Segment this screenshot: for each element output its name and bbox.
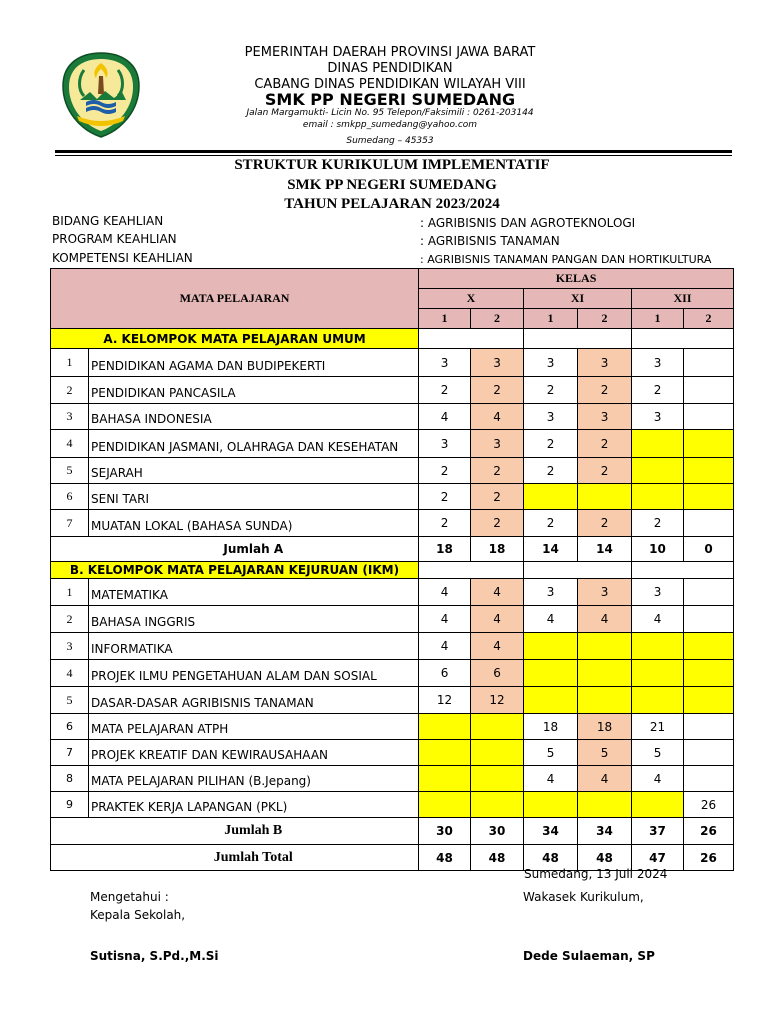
hours-cell (684, 458, 734, 484)
semester-header: 2 (578, 309, 632, 329)
jumlah-total-value: 48 (578, 845, 632, 871)
hours-cell (524, 687, 578, 714)
letterhead-branch: CABANG DINAS PENDIDIKAN WILAYAH VIII (254, 77, 526, 92)
hours-cell (419, 766, 471, 792)
hours-cell (684, 484, 734, 510)
place-date: Sumedang, 13 Juli 2024 (524, 867, 668, 881)
vice-principal-title: Wakasek Kurikulum, (523, 890, 644, 904)
hours-cell: 2 (419, 510, 471, 537)
hours-cell: 3 (524, 579, 578, 606)
semester-header: 1 (632, 309, 684, 329)
row-number: 7 (51, 740, 89, 766)
hours-cell (471, 766, 524, 792)
document-title: STRUKTUR KURIKULUM IMPLEMENTATIF (234, 157, 550, 173)
letterhead-divider-thick (55, 150, 732, 153)
hours-cell (684, 660, 734, 687)
table-row (51, 766, 734, 792)
subject-name: SEJARAH (89, 458, 419, 484)
letterhead-email: email : smkpp_sumedang@yahoo.com (302, 120, 478, 130)
hours-cell: 5 (632, 740, 684, 766)
hours-cell (471, 792, 524, 818)
row-number: 5 (51, 687, 89, 714)
hours-cell: 4 (524, 606, 578, 633)
hours-cell (684, 714, 734, 740)
hours-cell: 2 (578, 430, 632, 458)
jumlah-a-value: 18 (471, 537, 524, 562)
hours-cell (632, 458, 684, 484)
jumlah-b-value: 37 (632, 818, 684, 845)
jumlah-b-value: 26 (684, 818, 734, 845)
hours-cell: 4 (632, 766, 684, 792)
document-subtitle-school: SMK PP NEGERI SUMEDANG (287, 177, 497, 193)
jumlah-a-value: 18 (419, 537, 471, 562)
jumlah-b-row (51, 818, 734, 845)
table-row (51, 740, 734, 766)
bidang-label: BIDANG KEAHLIAN (52, 214, 164, 228)
subject-name: MATEMATIKA (89, 579, 419, 606)
hours-cell: 4 (419, 633, 471, 660)
hours-cell: 4 (419, 606, 471, 633)
subject-name: PRAKTEK KERJA LAPANGAN (PKL) (89, 792, 419, 818)
principal-name: Sutisna, S.Pd.,M.Si (90, 949, 219, 963)
hours-cell (684, 633, 734, 660)
hours-cell: 2 (578, 377, 632, 404)
hours-cell: 2 (419, 377, 471, 404)
hours-cell: 3 (524, 404, 578, 430)
hours-cell (578, 633, 632, 660)
hours-cell: 3 (419, 430, 471, 458)
hours-cell: 4 (524, 766, 578, 792)
table-row (51, 377, 734, 404)
subject-name: BAHASA INGGRIS (89, 606, 419, 633)
hours-cell: 6 (419, 660, 471, 687)
hours-cell: 3 (471, 349, 524, 377)
jumlah-b-value: 30 (419, 818, 471, 845)
table-row (51, 606, 734, 633)
hours-cell: 3 (578, 349, 632, 377)
subject-name: PENDIDIKAN PANCASILA (89, 377, 419, 404)
hours-cell (419, 740, 471, 766)
hours-cell: 3 (632, 404, 684, 430)
jumlah-b-value: 30 (471, 818, 524, 845)
hours-cell (632, 430, 684, 458)
row-number: 4 (51, 430, 89, 458)
row-number: 6 (51, 484, 89, 510)
hours-cell (684, 687, 734, 714)
subject-name: MATA PELAJARAN PILIHAN (B.Jepang) (89, 766, 419, 792)
subject-name: INFORMATIKA (89, 633, 419, 660)
hours-cell: 5 (578, 740, 632, 766)
hours-cell (684, 740, 734, 766)
jumlah-a-label: Jumlah A (89, 537, 419, 562)
hours-cell: 4 (471, 404, 524, 430)
group-a-title: A. KELOMPOK MATA PELAJARAN UMUM (51, 329, 419, 349)
hours-cell: 3 (471, 430, 524, 458)
hours-cell: 4 (632, 606, 684, 633)
kompetensi-value: : AGRIBISNIS TANAMAN PANGAN DAN HORTIKULTURA (420, 253, 712, 266)
hours-cell: 18 (578, 714, 632, 740)
acknowledged-label: Mengetahui : (90, 890, 169, 904)
subject-name: PENDIDIKAN JASMANI, OLAHRAGA DAN KESEHATAN (89, 430, 419, 458)
semester-header: 2 (471, 309, 524, 329)
jumlah-total-value: 48 (524, 845, 578, 871)
hours-cell: 2 (524, 377, 578, 404)
table-row (51, 660, 734, 687)
grade-header-x: X (419, 289, 524, 309)
hours-cell: 2 (419, 484, 471, 510)
hours-cell (632, 687, 684, 714)
row-number: 3 (51, 633, 89, 660)
hours-cell: 2 (471, 377, 524, 404)
hours-cell (524, 633, 578, 660)
hours-cell (684, 510, 734, 537)
jumlah-b-label: Jumlah B (89, 818, 419, 845)
hours-cell (684, 766, 734, 792)
document-subtitle-year: TAHUN PELAJARAN 2023/2024 (284, 196, 500, 212)
letterhead-divider-thin (55, 155, 732, 156)
hours-cell: 4 (578, 766, 632, 792)
semester-header: 2 (684, 309, 734, 329)
row-number: 4 (51, 660, 89, 687)
subject-column-header: MATA PELAJARAN (51, 269, 419, 329)
program-value: : AGRIBISNIS TANAMAN (420, 234, 560, 248)
subject-name: DASAR-DASAR AGRIBISNIS TANAMAN (89, 687, 419, 714)
hours-cell: 3 (578, 579, 632, 606)
table-row (51, 510, 734, 537)
hours-cell (471, 740, 524, 766)
hours-cell (684, 377, 734, 404)
group-a-title-row (51, 329, 734, 349)
hours-cell: 6 (471, 660, 524, 687)
letterhead-address: Jalan Margamukti- Licin No. 95 Telepon/Faksimili : 0261-203144 (246, 108, 534, 118)
hours-cell (578, 792, 632, 818)
jumlah-b-value: 34 (578, 818, 632, 845)
hours-cell: 2 (524, 458, 578, 484)
table-row (51, 579, 734, 606)
hours-cell: 2 (578, 458, 632, 484)
hours-cell: 3 (419, 349, 471, 377)
hours-cell: 21 (632, 714, 684, 740)
hours-cell (684, 579, 734, 606)
curriculum-table (50, 268, 734, 871)
subject-name: BAHASA INDONESIA (89, 404, 419, 430)
subject-name: PROJEK ILMU PENGETAHUAN ALAM DAN SOSIAL (89, 660, 419, 687)
hours-cell: 2 (524, 430, 578, 458)
hours-cell (632, 660, 684, 687)
table-row (51, 484, 734, 510)
row-number: 3 (51, 404, 89, 430)
hours-cell: 2 (471, 510, 524, 537)
table-row (51, 714, 734, 740)
hours-cell: 2 (419, 458, 471, 484)
table-row (51, 792, 734, 818)
west-java-emblem-logo (60, 50, 142, 140)
letterhead-city: Sumedang – 45353 (346, 136, 434, 146)
hours-cell: 26 (684, 792, 734, 818)
hours-cell: 3 (524, 349, 578, 377)
row-number: 7 (51, 510, 89, 537)
group-b-title-row (51, 562, 734, 579)
jumlah-total-value: 47 (632, 845, 684, 871)
letterhead-government: PEMERINTAH DAERAH PROVINSI JAWA BARAT (244, 45, 536, 60)
row-number: 5 (51, 458, 89, 484)
hours-cell (578, 687, 632, 714)
hours-cell (419, 792, 471, 818)
group-b-title: B. KELOMPOK MATA PELAJARAN KEJURUAN (IKM) (51, 562, 419, 579)
kelas-header: KELAS (419, 269, 734, 289)
hours-cell: 4 (471, 633, 524, 660)
hours-cell (524, 660, 578, 687)
hours-cell: 12 (419, 687, 471, 714)
hours-cell (632, 633, 684, 660)
hours-cell (684, 606, 734, 633)
hours-cell (578, 484, 632, 510)
program-label: PROGRAM KEAHLIAN (52, 232, 177, 246)
table-row (51, 430, 734, 458)
table-row (51, 687, 734, 714)
hours-cell: 5 (524, 740, 578, 766)
hours-cell: 12 (471, 687, 524, 714)
jumlah-total-value: 48 (471, 845, 524, 871)
semester-header: 1 (419, 309, 471, 329)
row-number: 8 (51, 766, 89, 792)
table-row (51, 458, 734, 484)
subject-name: MATA PELAJARAN ATPH (89, 714, 419, 740)
principal-title: Kepala Sekolah, (90, 908, 186, 922)
row-number: 9 (51, 792, 89, 818)
grade-header-xi: XI (524, 289, 632, 309)
row-number: 2 (51, 606, 89, 633)
semester-header: 1 (524, 309, 578, 329)
row-number: 1 (51, 349, 89, 377)
hours-cell (684, 404, 734, 430)
row-number: 6 (51, 714, 89, 740)
bidang-value: : AGRIBISNIS DAN AGROTEKNOLOGI (420, 216, 636, 230)
subject-name: PENDIDIKAN AGAMA DAN BUDIPEKERTI (89, 349, 419, 377)
letterhead-school-name: SMK PP NEGERI SUMEDANG (264, 90, 516, 109)
hours-cell: 2 (471, 484, 524, 510)
subject-name: PROJEK KREATIF DAN KEWIRAUSAHAAN (89, 740, 419, 766)
letterhead-department: DINAS PENDIDIKAN (327, 61, 453, 76)
jumlah-a-value: 10 (632, 537, 684, 562)
table-row (51, 633, 734, 660)
subject-name: MUATAN LOKAL (BAHASA SUNDA) (89, 510, 419, 537)
jumlah-a-value: 14 (578, 537, 632, 562)
hours-cell: 2 (632, 377, 684, 404)
hours-cell (632, 792, 684, 818)
subject-name: SENI TARI (89, 484, 419, 510)
hours-cell (419, 714, 471, 740)
hours-cell (684, 430, 734, 458)
hours-cell: 4 (419, 579, 471, 606)
jumlah-a-value: 0 (684, 537, 734, 562)
hours-cell: 2 (471, 458, 524, 484)
hours-cell: 4 (419, 404, 471, 430)
grade-header-xii: XII (632, 289, 734, 309)
jumlah-b-value: 34 (524, 818, 578, 845)
hours-cell (632, 484, 684, 510)
hours-cell (524, 792, 578, 818)
vice-principal-name: Dede Sulaeman, SP (523, 949, 655, 963)
kompetensi-label: KOMPETENSI KEAHLIAN (52, 251, 193, 265)
hours-cell: 4 (578, 606, 632, 633)
row-number: 1 (51, 579, 89, 606)
table-header-row (51, 269, 734, 289)
hours-cell: 4 (471, 579, 524, 606)
hours-cell: 4 (471, 606, 524, 633)
hours-cell (578, 660, 632, 687)
hours-cell: 2 (524, 510, 578, 537)
hours-cell: 18 (524, 714, 578, 740)
jumlah-total-value: 26 (684, 845, 734, 871)
hours-cell: 3 (578, 404, 632, 430)
hours-cell: 2 (632, 510, 684, 537)
jumlah-a-row (51, 537, 734, 562)
table-row (51, 404, 734, 430)
jumlah-total-label: Jumlah Total (89, 845, 419, 871)
row-number: 2 (51, 377, 89, 404)
hours-cell: 3 (632, 579, 684, 606)
hours-cell (684, 349, 734, 377)
jumlah-total-value: 48 (419, 845, 471, 871)
hours-cell (471, 714, 524, 740)
hours-cell: 2 (578, 510, 632, 537)
jumlah-a-value: 14 (524, 537, 578, 562)
hours-cell: 3 (632, 349, 684, 377)
table-row (51, 349, 734, 377)
hours-cell (524, 484, 578, 510)
